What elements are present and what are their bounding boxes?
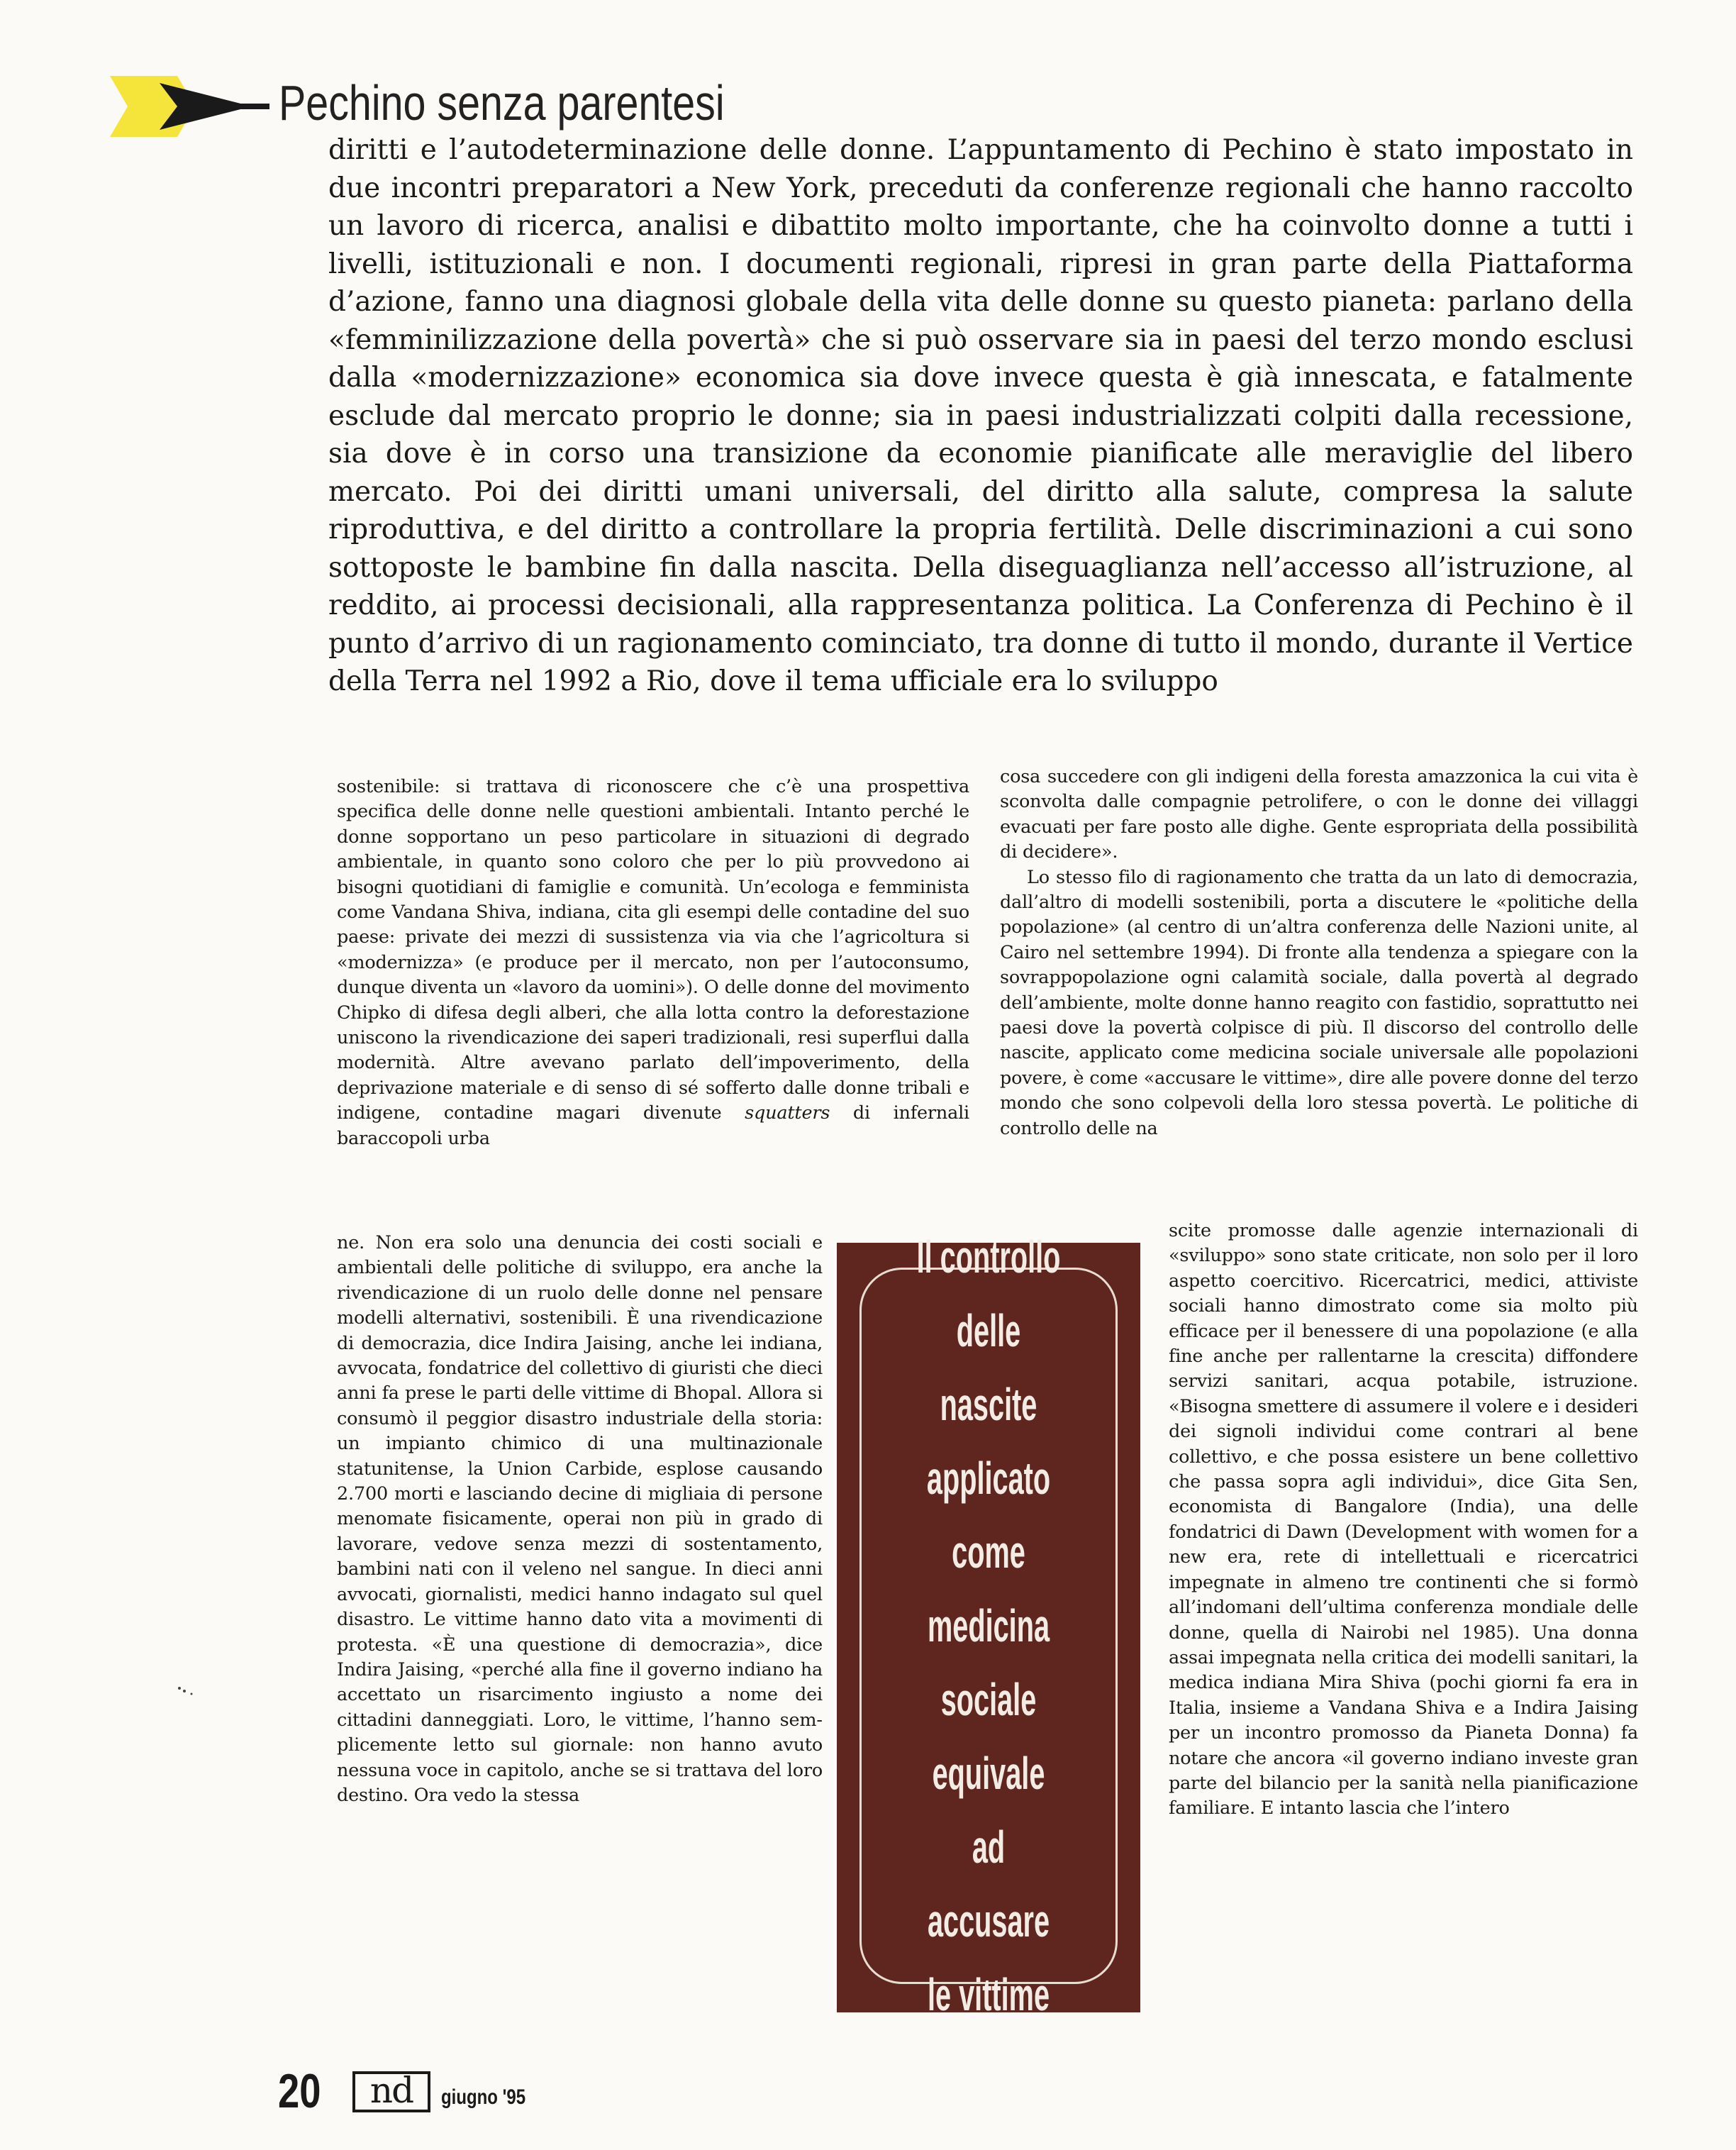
column-left-bottom	[337, 1231, 823, 1808]
column-right-top	[1000, 765, 1638, 1141]
body-paragraph: ne. Non era solo una denuncia dei costi sociali e ambientali delle politiche di sviluppo, era anche la rivendicazione di un ruolo delle donne nel pensare modelli alternativi, sostenibili. È una rivendicazione di democrazia, dice Indira Jaising, anche lei indiana, avvocata, fondatrice del collettivo di giuristi che dieci anni fa prese le parti delle vittime di Bhopal. Allora si consumò il peggior disastro industriale della storia: un impianto chimico di una multinazionale statunitense, la Union Carbide, esplose causando 2.700 morti e lasciando decine di migliaia di persone menomate fisicamente, operai non più in grado di lavorare, vedove senza mezzi di sostentamento, bambini nati con il veleno nel sangue. In dieci anni avvocati, giornalisti, medici hanno indagato sul quel disastro. Le vittime hanno dato vita a movimenti di protesta. «È una questione di democrazia», dice Indira Jaising, «perché alla fine il governo indiano ha accettato un risarcimento ingiusto a nome dei cittadini danneggiati. Loro, le vittime, l’hanno semplicemente letto sul giornale: non hanno avuto nessuna voce in capitolo, anche se si trattava del loro destino. Ora vedo la stessa	[337, 1232, 823, 1806]
italic-term: squatters	[745, 1102, 830, 1124]
body-paragraph: Lo stesso filo di ragionamento che tratta da un lato di democrazia, dall’altro di modelli sostenibili, porta a discutere le «politiche della popolazione» (al centro di un’altra conferenza delle Nazioni unite, al Cairo nel settembre 1994). Di fronte alla tendenza a spiegare con la sovrappopolazione ogni calamità sociale, dalla povertà al degrado dell’ambiente, molte donne hanno reagito con fastidio, soprattutto nei paesi dove la povertà colpisce di più. Il discorso del controllo delle nascite, applicato come medicina sociale universale alle popolazioni povere, è come «accusare le vittime», dire alle povere donne del terzo mondo che sono colpevoli della loro stessa povertà. Le politiche di controllo delle na	[1000, 866, 1638, 1139]
pull-quote-box	[837, 1231, 1140, 2020]
arrow-icon	[110, 67, 269, 145]
section-title: Pechino senza parentesi	[279, 75, 725, 131]
body-paragraph: cosa succedere con gli indigeni della foresta amazzonica la cui vita è sconvolta dalle compagnie petrolifere, o con le donne dei villaggi evacuati per fare posto alle dighe. Gente espropriata della possibilità di decidere».	[1000, 766, 1638, 863]
column-right-bottom	[1169, 1219, 1638, 1822]
scan-speck-icon	[176, 1683, 197, 1698]
page-number: 20	[278, 2064, 321, 2118]
lead-paragraph: diritti e l’autodeterminazione delle donne. L’appuntamento di Pechino è stato impostato in due incontri preparatori a New York, preceduti da conferenze regionali che hanno raccolto un lavoro di ricerca, analisi e dibattito molto importante, che ha coinvolto donne a tutti i livelli, istituzionali e non. I documenti regionali, ripresi in gran parte della Piattaforma d’azione, fanno una diagnosi globale della vita delle donne su questo pianeta: parlano della «femminilizzazione della povertà» che si può osservare sia in paesi del terzo mondo esclusi dalla «modernizzazione» economica sia dove invece questa è già innescata, e fatalmente esclude dal mercato proprio le donne; sia in paesi industrializzati colpiti dalla recessione, sia dove è in corso una transizione da economie pianificate alle meraviglie del libero mercato. Poi dei diritti umani universali, del diritto alla salute, compresa la salute riproduttiva, e del diritto a controllare la propria fertilità. Delle discriminazioni a cui sono sottoposte le bambine fin dalla nascita. Della diseguaglianza nell’accesso all’istruzione, al reddito, ai processi decisionali, alla rappresentanza politica. La Conferenza di Pechino è il punto d’arrivo di un ragionamento cominciato, tra donne di tutto il mondo, durante il Vertice della Terra nel 1992 a Rio, dove il tema ufficiale era lo sviluppo	[328, 134, 1633, 697]
body-paragraph	[337, 775, 969, 1151]
body-text: sostenibile: si trattava di riconoscere che c’è una prospettiva specifica delle donne nelle questioni ambientali. Intanto perché le donne sopportano un peso particolare in situazioni di degrado ambientale, in quanto sono coloro che per lo più provvedono ai bisogni quotidiani di famiglie e comunità. Un’ecologa e femminista come Vandana Shiva, indiana, cita gli esempi delle contadine del suo paese: private dei mezzi di sussistenza via via che l’agricoltura si «modernizza» (e produce per il mercato, non per l’autoconsumo, dunque diventa un «lavoro da uomini»). O delle donne del movimento Chipko di difesa degli alberi, che alla lotta contro la deforestazione uniscono la rivendicazione dei saperi tradizionali, resi superflui dalla modernità. Altre avevano parlato dell’impoverimento, della deprivazione materiale e di senso di sé sofferto dalle donne tribali e indigene, contadine magari divenute	[337, 776, 969, 1124]
column-left-top	[337, 775, 969, 1151]
pull-quote-frame	[859, 1231, 1118, 2020]
pull-quote-text: Il controllo delle nascite applicato come medicina sociale equivale ad accusare le vittime	[916, 1231, 1061, 2020]
page-footer	[278, 2063, 703, 2127]
body-paragraph: scite promosse dalle agenzie internazionali di «sviluppo» sono state criticate, non solo per il loro aspetto coercitivo. Ricercatrici, medici, attiviste sociali hanno dimostrato come sia molto più efficace per il benessere di una popolazione (e alla fine anche per rallentarne la crescita) diffondere servizi sanitari, acqua potabile, istruzione. «Bisogna smettere di assumere il volere e i desideri dei signoli individui come contrari al bene collettivo, e che possa esistere un bene collettivo che passa sopra agli individui», dice Gita Sen, economista di Bangalore (India), una delle fondatrici di Dawn (Development with women for a new era, rete di intellettuali e ricercatrici impegnate in almeno tre continenti che si formò all’indomani dell’ultima conferenza mondiale delle donne, quella di Nairobi nel 1985). Una donna assai impegnata nella critica dei modelli sanitari, la medica indiana Mira Shiva (pochi giorni fa era in Italia, insieme a Vandana Shiva e a Indira Jaising per un incontro promosso da Pianeta Donna) fa notare che ancora «il governo indiano investe gran parte del bilancio per la sanità nella pianificazione familiare. E intanto lascia che l’intero	[1169, 1220, 1638, 1819]
issue-date: giugno '95	[441, 2085, 526, 2109]
body-text: di infernali baraccopoli urba	[337, 1102, 970, 1149]
magazine-logo: nd	[352, 2071, 430, 2112]
